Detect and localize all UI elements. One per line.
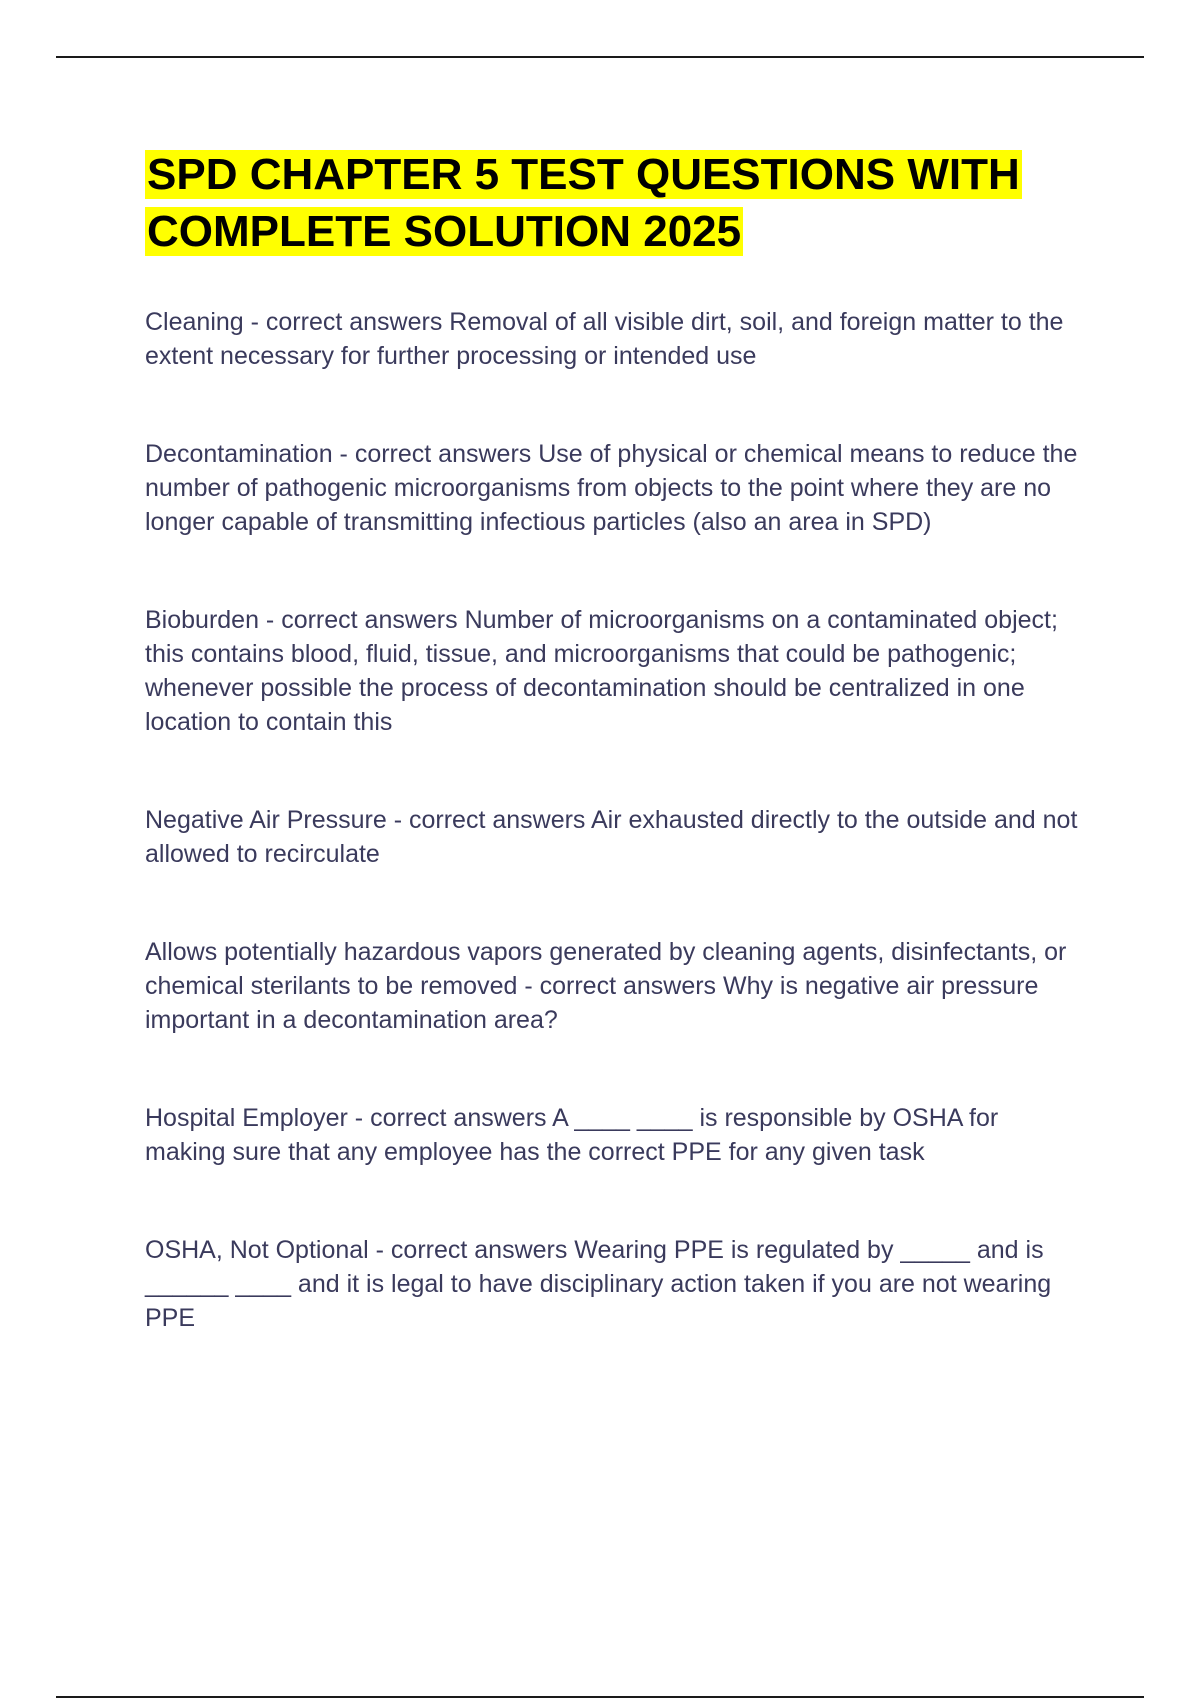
footer-rule [56,1696,1144,1698]
qa-entry-decontamination: Decontamination - correct answers Use of physical or chemical means to reduce the number of pathogenic microorganisms from objects to the point where they are no longer capable of transmitting infectious particles (also an area in SPD) [145,440,1078,536]
title-highlight: SPD CHAPTER 5 TEST QUESTIONS WITH COMPLETE SOLUTION 2025 [147,150,1020,256]
qa-entry-negative-air-pressure: Negative Air Pressure - correct answers Air exhausted directly to the outside and not allowed to recirculate [145,806,1078,868]
qa-entry-hospital-employer: Hospital Employer - correct answers A ____ ____ is responsible by OSHA for making sure that any employee has the correct PPE for any given task [145,1104,999,1166]
qa-list [145,305,1085,1399]
document-title [145,146,1085,260]
qa-entry-cleaning: Cleaning - correct answers Removal of all visible dirt, soil, and foreign matter to the extent necessary for further processing or intended use [145,308,1064,370]
header-rule [56,56,1144,58]
qa-entry-bioburden: Bioburden - correct answers Number of microorganisms on a contaminated object; this contains blood, fluid, tissue, and microorganisms that could be pathogenic; whenever possible the process of decontamination should be centralized in one location to contain this [145,606,1058,736]
qa-entry-osha: OSHA, Not Optional - correct answers Wearing PPE is regulated by _____ and is ______ ____ and it is legal to have disciplinary action taken if you are not wearing PPE [145,1236,1052,1332]
qa-entry-hazardous-vapors: Allows potentially hazardous vapors generated by cleaning agents, disinfectants, or chemical sterilants to be removed - correct answers Why is negative air pressure important in a decontamination area? [145,938,1067,1034]
